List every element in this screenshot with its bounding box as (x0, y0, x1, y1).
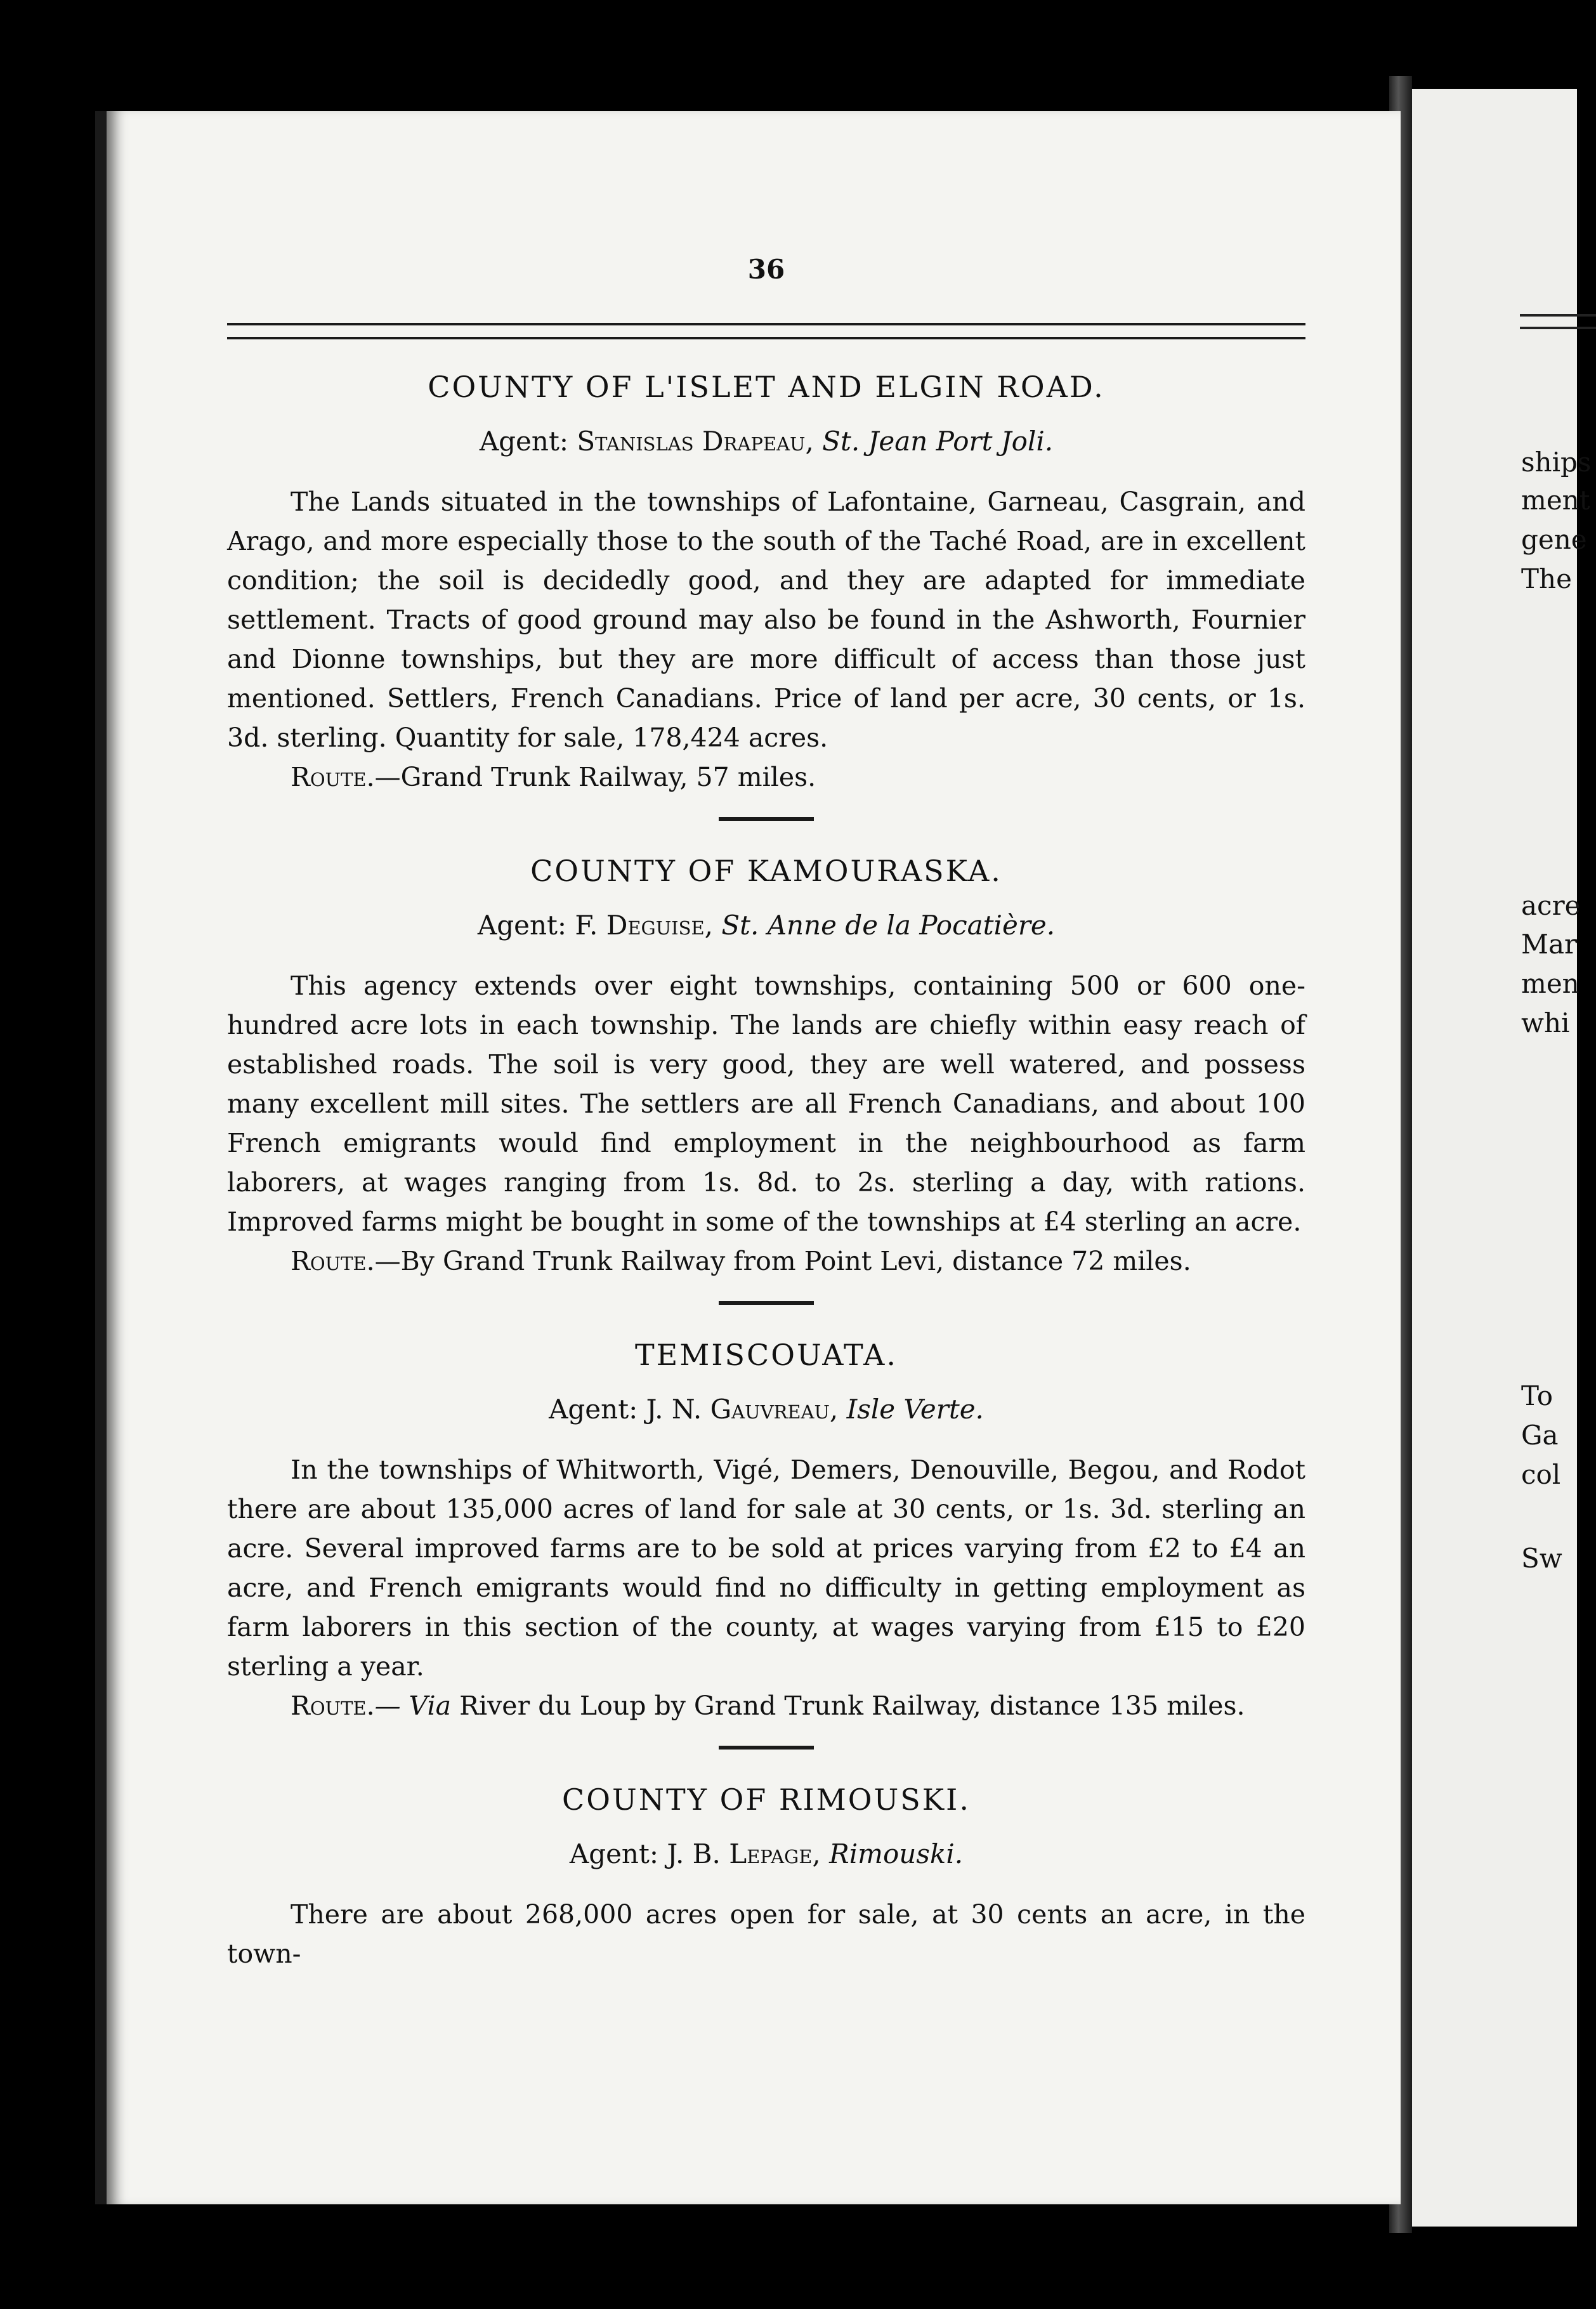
agent-name: Stanislas Drapeau, (577, 426, 814, 457)
facing-page-fragment: gene (1521, 524, 1587, 555)
agent-label: Agent: (479, 426, 568, 457)
route-text: —Grand Trunk Railway, 57 miles. (374, 762, 816, 792)
facing-page-fragment: ment (1521, 485, 1590, 516)
route-label: Route. (291, 762, 375, 792)
agent-place: St. Jean Port Joli. (822, 426, 1054, 457)
facing-page (1412, 89, 1592, 2227)
agent-name: F. Deguise, (575, 910, 713, 941)
book-page (95, 111, 1401, 2204)
section-title: COUNTY OF KAMOURASKA. (530, 854, 1002, 888)
route-label: Route. (291, 1691, 375, 1721)
route-via: — Via (374, 1691, 452, 1721)
facing-page-fragment: ships (1521, 447, 1592, 478)
page-content (227, 254, 1305, 1973)
route-line (227, 1241, 1305, 1281)
agent-place: Isle Verte. (846, 1394, 984, 1425)
facing-page-fragment: Sw (1521, 1543, 1562, 1574)
section-paragraph: This agency extends over eight townships, containing 500 or 600 one-hundred acre lots in each township. The lands are chiefly within easy reach of established roads. The soil is very good, they are well watered, and possess many excellent mill sites. The settlers are all French Canadians, and about 100 French emigrants would find employment in the neighbourhood as farm laborers, at wages ranging from 1s. 8d. to 2s. sterling a day, with rations. Improved farms might be bought in some of the townships at £4 sterling an acre. (227, 971, 1305, 1237)
route-text: River du Loup by Grand Trunk Railway, distance 135 miles. (451, 1691, 1245, 1721)
facing-page-fragment: To (1521, 1380, 1553, 1411)
agent-line (227, 1838, 1305, 1869)
section-paragraph: The Lands situated in the townships of Lafontaine, Garneau, Casgrain, and Arago, and more especially those to the south of the Taché Road, are in excellent condition; the soil is decidedly good, and they are adapted for immediate settlement. Tracts of good ground may also be found in the Ashworth, Fournier and Dionne townships, but they are more difficult of access than those just mentioned. Settlers, French Canadians. Price of land per acre, 30 cents, or 1s. 3d. sterling. Quantity for sale, 178,424 acres. (227, 487, 1305, 753)
facing-page-fragment: The (1521, 563, 1572, 594)
section-temiscouata (227, 1338, 1305, 1725)
section-paragraph: In the townships of Whitworth, Vigé, Demers, Denouville, Begou, and Rodot there are about 135,000 acres of land for sale at 30 cents, or 1s. 3d. sterling an acre. Several improved farms are to be sold at prices varying from £2 to £4 an acre, and French emigrants would find no difficulty in getting employment as farm laborers in this section of the county, at wages varying from £15 to £20 sterling a year. (227, 1455, 1305, 1682)
agent-place: St. Anne de la Pocatière. (721, 910, 1056, 941)
facing-page-fragment: acre (1521, 890, 1581, 921)
section-title: COUNTY OF RIMOUSKI. (562, 1782, 971, 1817)
section-paragraph: There are about 268,000 acres open for sale, at 30 cents an acre, in the town- (227, 1899, 1305, 1969)
route-text: —By Grand Trunk Railway from Point Levi, distance 72 miles. (374, 1246, 1191, 1276)
section-lislet (227, 370, 1305, 797)
facing-page-fragment: col (1521, 1459, 1561, 1490)
facing-page-fragment: Ga (1521, 1420, 1559, 1451)
section-divider (719, 1301, 814, 1305)
agent-name: J. N. Gauvreau, (646, 1394, 839, 1425)
route-line (227, 1686, 1305, 1725)
facing-page-fragment: men (1521, 968, 1580, 999)
section-title: COUNTY OF L'ISLET AND ELGIN ROAD. (428, 370, 1105, 404)
section-divider (719, 817, 814, 821)
agent-line (227, 1394, 1305, 1425)
agent-place: Rimouski. (829, 1838, 964, 1869)
agent-name: J. B. Lepage, (667, 1838, 821, 1869)
agent-line (227, 910, 1305, 941)
route-line (227, 757, 1305, 797)
header-double-rule (227, 323, 1305, 339)
page-number: 36 (747, 254, 785, 285)
facing-page-fragment: Mar (1521, 929, 1578, 960)
agent-label: Agent: (477, 910, 567, 941)
agent-line (227, 426, 1305, 457)
facing-page-rule (1520, 314, 1596, 329)
section-title: TEMISCOUATA. (634, 1338, 898, 1372)
facing-page-fragment: whi (1521, 1007, 1570, 1038)
section-divider (719, 1746, 814, 1750)
agent-label: Agent: (569, 1838, 659, 1869)
section-kamouraska (227, 854, 1305, 1281)
route-label: Route. (291, 1246, 375, 1276)
agent-label: Agent: (549, 1394, 638, 1425)
section-rimouski (227, 1782, 1305, 1973)
